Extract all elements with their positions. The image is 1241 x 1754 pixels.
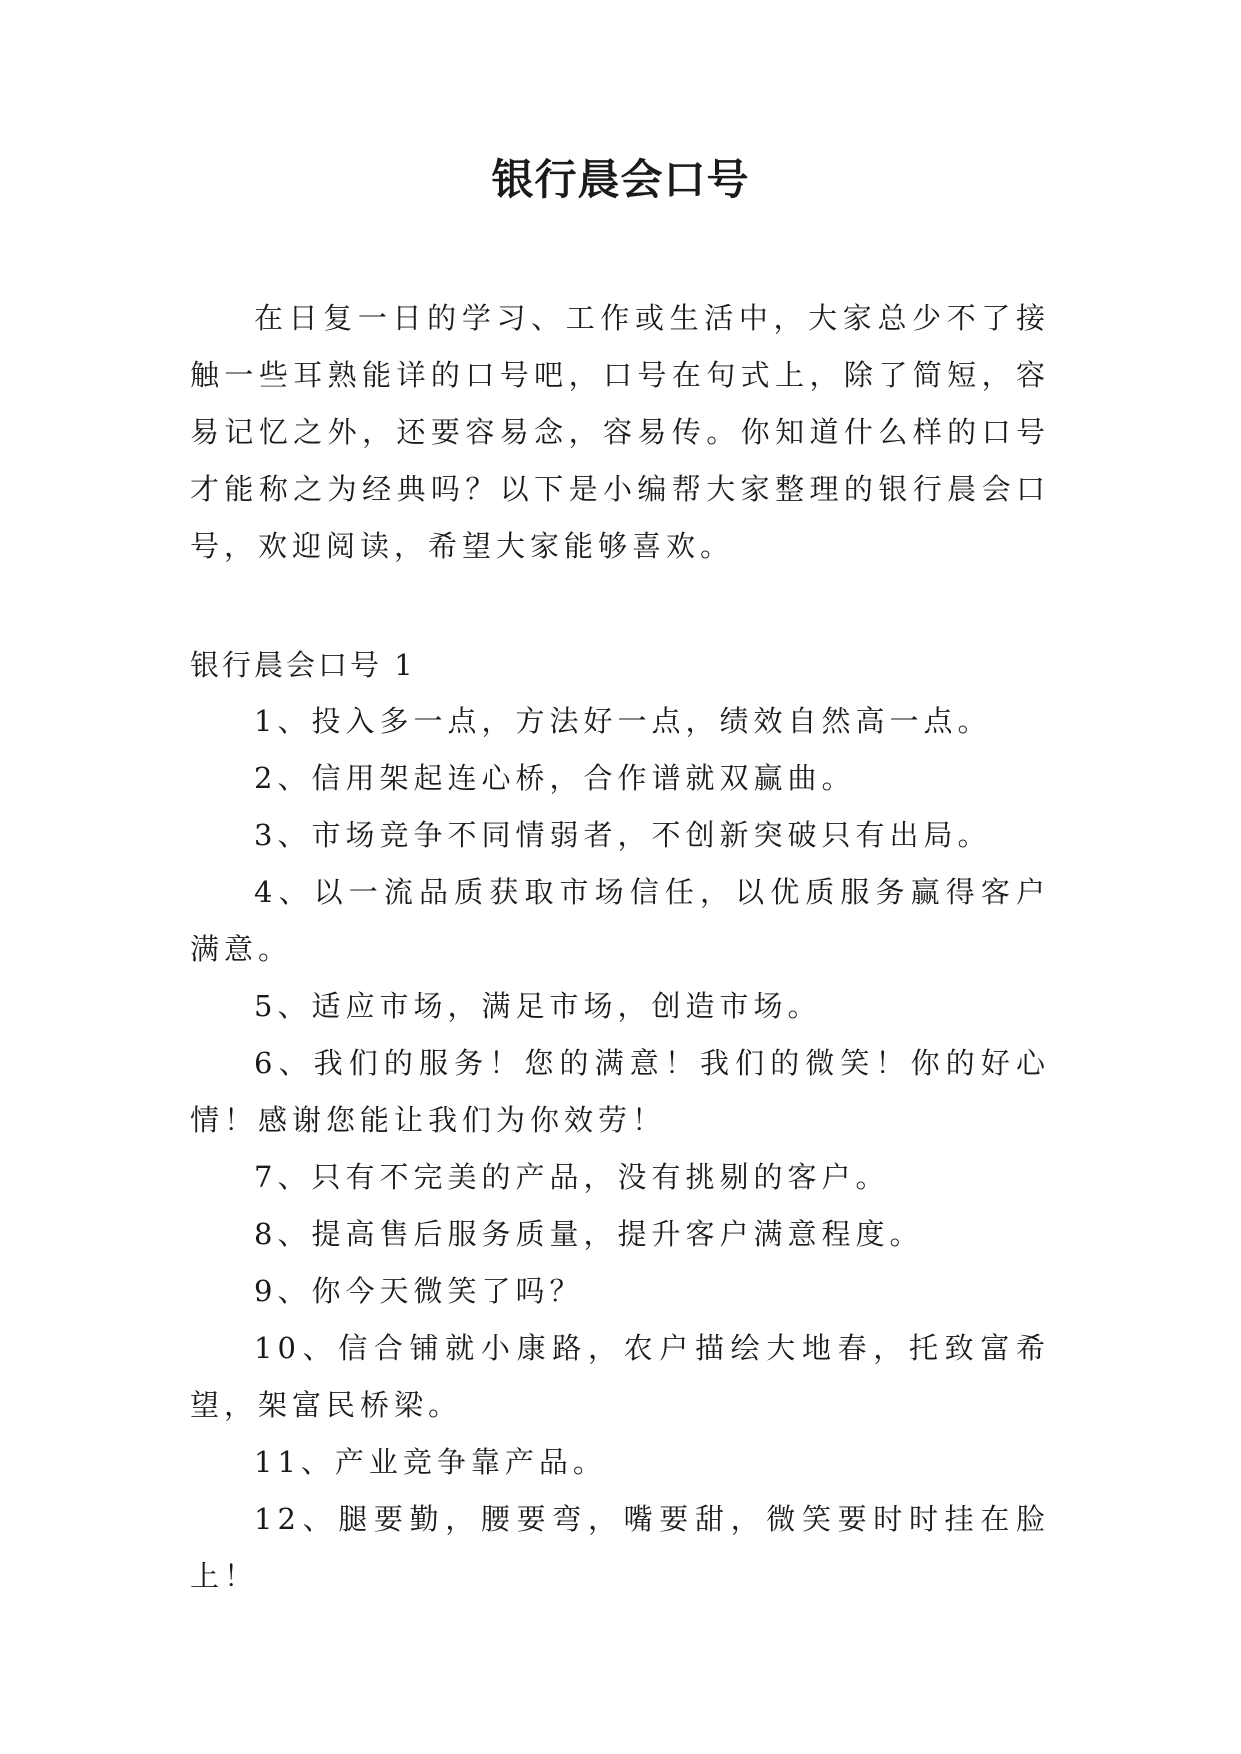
document-title: 银行晨会口号 bbox=[491, 155, 750, 204]
list-item: 2、信用架起连心桥，合作谱就双赢曲。 bbox=[254, 761, 856, 795]
list-item: 7、只有不完美的产品，没有挑剔的客户。 bbox=[254, 1160, 890, 1194]
list-item: 1、投入多一点，方法好一点，绩效自然高一点。 bbox=[254, 704, 992, 738]
list-item: 10、信合铺就小康路，农户描绘大地春，托致富希望，架富民桥梁。 bbox=[190, 1331, 1050, 1422]
list-item: 12、腿要勤，腰要弯，嘴要甜，微笑要时时挂在脸上！ bbox=[190, 1502, 1050, 1593]
section-heading: 银行晨会口号 1 bbox=[190, 648, 416, 682]
list-item: 6、我们的服务！您的满意！我们的微笑！你的好心情！感谢您能让我们为你效劳！ bbox=[190, 1046, 1050, 1137]
intro-paragraph: 在日复一日的学习、工作或生活中，大家总少不了接触一些耳熟能详的口号吧，口号在句式上，除了简短，容易记忆之外，还要容易念，容易传。你知道什么样的口号才能称之为经典吗？以下是小编帮大家整理的银行晨会口号，欢迎阅读，希望大家能够喜欢。 bbox=[190, 301, 1050, 563]
list-item: 3、市场竞争不同情弱者，不创新突破只有出局。 bbox=[254, 818, 992, 852]
list-item: 4、以一流品质获取市场信任，以优质服务赢得客户满意。 bbox=[190, 875, 1050, 966]
list-item: 11、产业竞争靠产品。 bbox=[254, 1445, 607, 1479]
list-item: 9、你今天微笑了吗？ bbox=[254, 1274, 584, 1308]
list-item: 8、提高售后服务质量，提升客户满意程度。 bbox=[254, 1217, 924, 1251]
slogan-list bbox=[190, 693, 1050, 1605]
list-item: 5、适应市场，满足市场，创造市场。 bbox=[254, 989, 822, 1023]
